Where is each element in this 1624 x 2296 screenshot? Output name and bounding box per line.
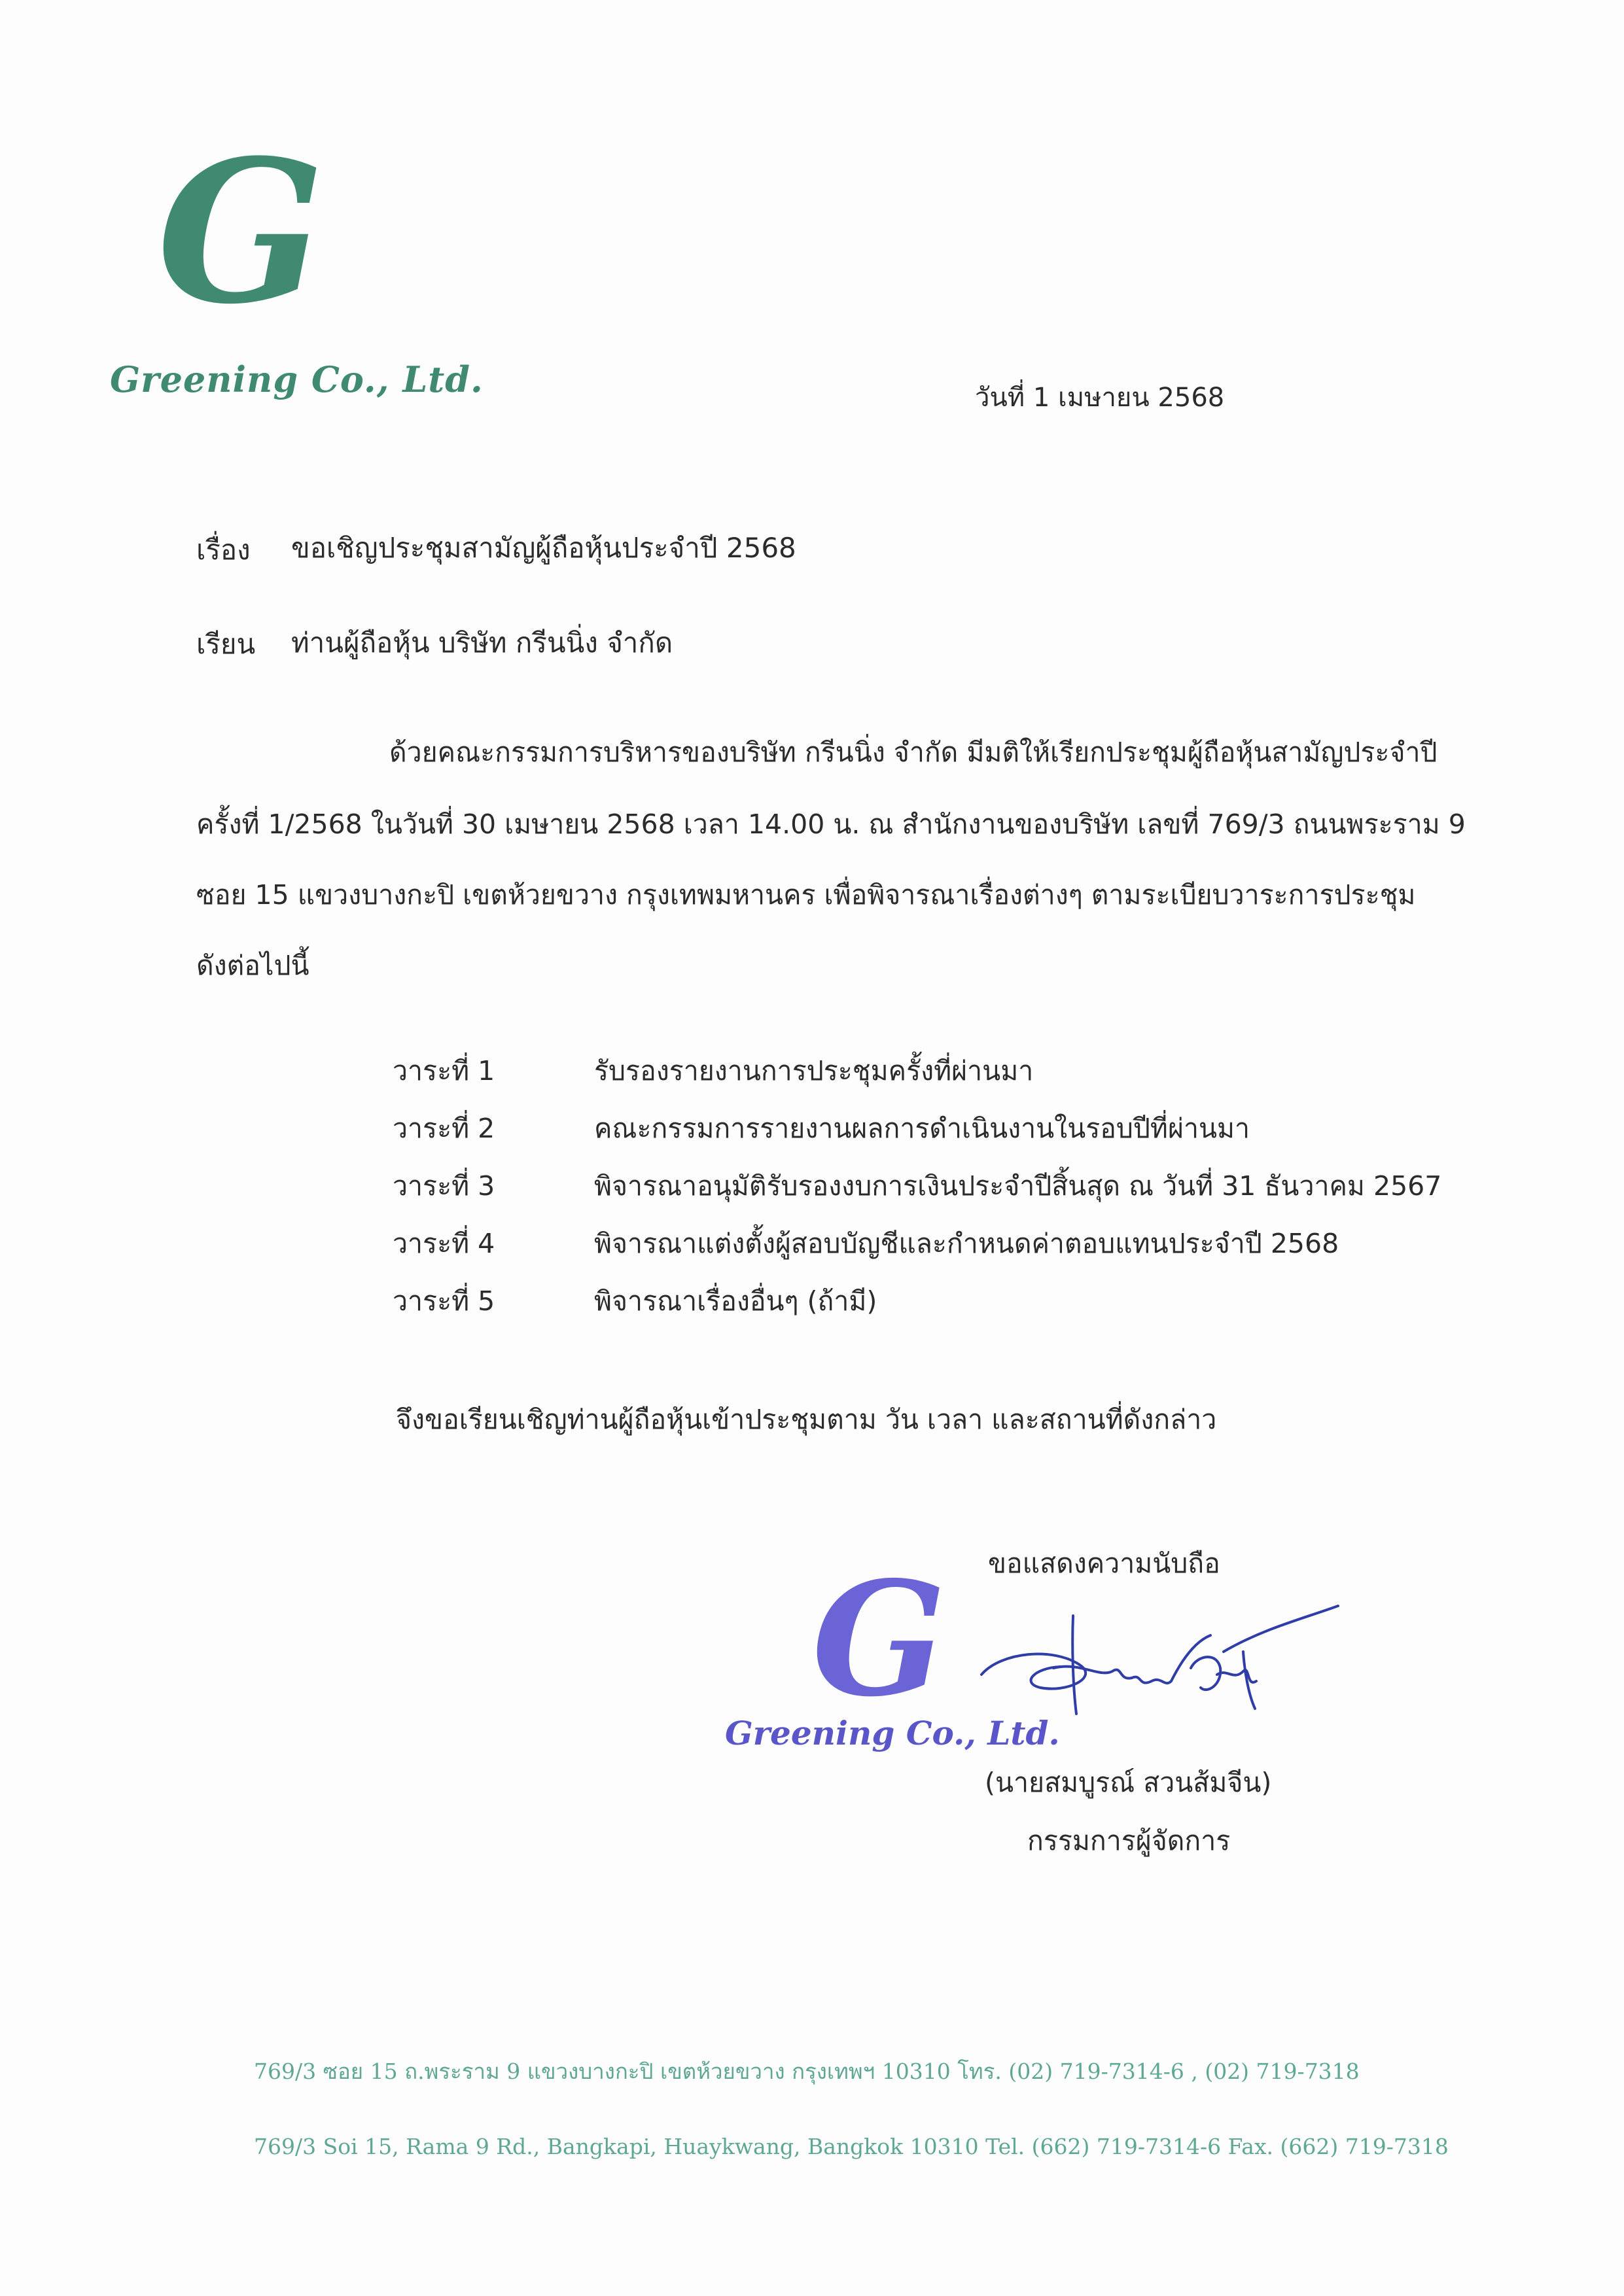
signer-title: กรรมการผู้จัดการ (1027, 1825, 1231, 1856)
agenda-item (393, 1050, 1505, 1107)
recipient-label: เรียน (196, 628, 256, 660)
subject-label: เรื่อง (196, 534, 251, 566)
agenda-number: วาระที่ 3 (393, 1170, 495, 1202)
agenda-item (393, 1223, 1505, 1280)
agenda-title: รับรองรายงานการประชุมครั้งที่ผ่านมา (594, 1055, 1034, 1087)
agenda-item (393, 1280, 1505, 1338)
agenda-list (393, 1050, 1505, 1338)
subject-text: ขอเชิญประชุมสามัญผู้ถือหุ้นประจำปี 2568 (291, 532, 796, 564)
body-line: ดังต่อไปนี้ (196, 950, 309, 981)
letter-date: วันที่ 1 เมษายน 2568 (975, 383, 1225, 413)
stamp-letter: G (812, 1547, 946, 1731)
body-line: ครั้งที่ 1/2568 ในวันที่ 30 เมษายน 2568 เวลา 14.00 น. ณ สำนักงานของบริษัท เลขที่ 769/3 ถนนพระราม 9 (196, 809, 1466, 840)
agenda-title: พิจารณาแต่งตั้งผู้สอบบัญชีและกำหนดค่าตอบแทนประจำปี 2568 (594, 1228, 1339, 1259)
agenda-number: วาระที่ 2 (393, 1113, 495, 1144)
body-line: ด้วยคณะกรรมการบริหารของบริษัท กรีนนิ่ง จำกัด มีมติให้เรียกประชุมผู้ถือหุ้นสามัญประจำปี (389, 737, 1438, 768)
agenda-number: วาระที่ 5 (393, 1285, 495, 1317)
agenda-item (393, 1165, 1505, 1223)
company-logo-icon (150, 116, 325, 347)
stamp-company-name: Greening Co., Ltd. (725, 1714, 1060, 1752)
agenda-item (393, 1107, 1505, 1165)
agenda-title: คณะกรรมการรายงานผลการดำเนินงานในรอบปีที่ผ่านมา (594, 1113, 1250, 1144)
recipient-text: ท่านผู้ถือหุ้น บริษัท กรีนนิ่ง จำกัด (291, 627, 673, 659)
closing-sentence: จึงขอเรียนเชิญท่านผู้ถือหุ้นเข้าประชุมตาม วัน เวลา และสถานที่ดังกล่าว (396, 1404, 1217, 1435)
footer-address-english: 769/3 Soi 15, Rama 9 Rd., Bangkapi, Huaykwang, Bangkok 10310 Tel. (662) 719-7314-6 Fax. (662) 719-7318 (254, 2134, 1449, 2159)
signer-name: (นายสมบูรณ์ สวนส้มจีน) (985, 1767, 1272, 1798)
agenda-number: วาระที่ 4 (393, 1228, 495, 1259)
agenda-number: วาระที่ 1 (393, 1055, 495, 1087)
company-stamp-icon (808, 1547, 946, 1731)
agenda-title: พิจารณาเรื่องอื่นๆ (ถ้ามี) (594, 1285, 877, 1317)
handwritten-signature-icon (975, 1590, 1341, 1740)
footer-address-thai: 769/3 ซอย 15 ถ.พระราม 9 แขวงบางกะปิ เขตห้วยขวาง กรุงเทพฯ 10310 โทร. (02) 719-7314-6 , (02) 719-7318 (254, 2059, 1360, 2084)
regards-text: ขอแสดงความนับถือ (988, 1548, 1220, 1579)
body-line: ซอย 15 แขวงบางกะปิ เขตห้วยขวาง กรุงเทพมหานคร เพื่อพิจารณาเรื่องต่างๆ ตามระเบียบวาระการประชุม (196, 879, 1416, 911)
logo-letter: G (157, 116, 325, 347)
company-name-logo: Greening Co., Ltd. (110, 358, 484, 400)
agenda-title: พิจารณาอนุมัติรับรองงบการเงินประจำปีสิ้นสุด ณ วันที่ 31 ธันวาคม 2567 (594, 1170, 1442, 1202)
